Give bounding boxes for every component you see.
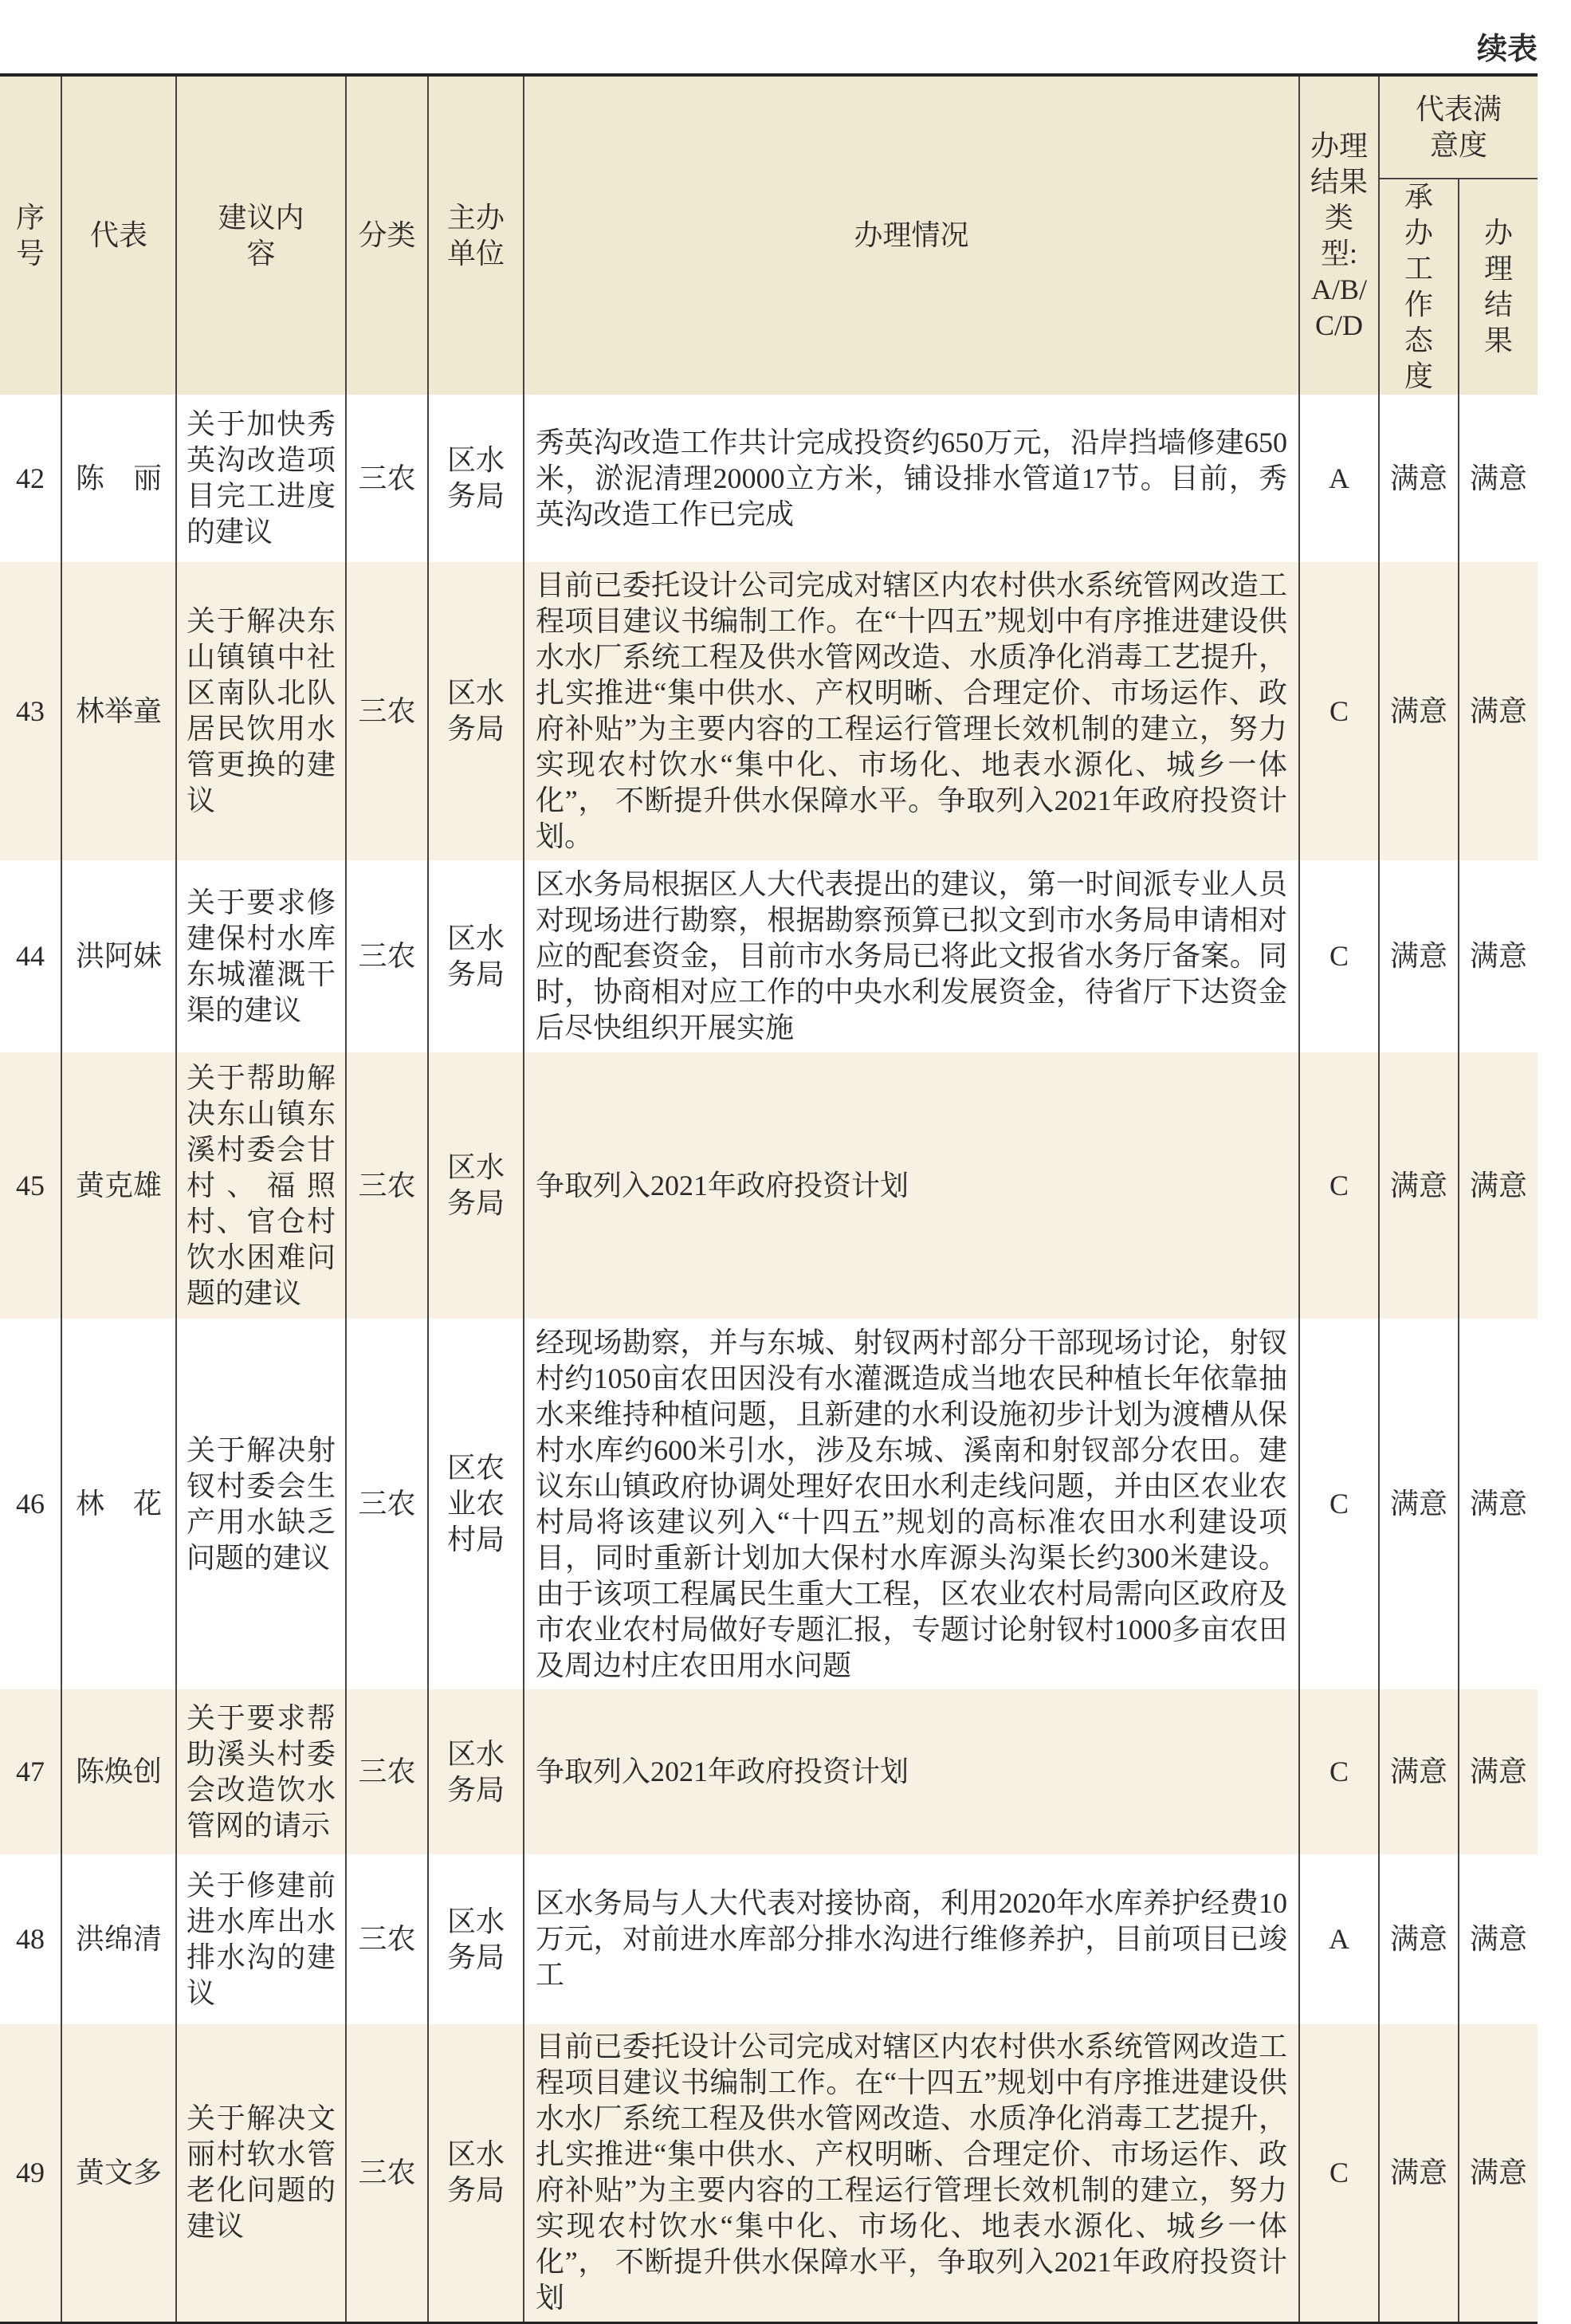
header-category: 分类: [346, 75, 428, 395]
cell-status: 目前已委托设计公司完成对辖区内农村供水系统管网改造工程项目建议书编制工作。在“十四五”规划中有序推进建设供水水厂系统工程及供水管网改造、水质净化消毒工艺提升， 扎实推进“集中供水、产权明晰、合理定价、市场运作、政府补贴”为主要内容的工程运行管理长效机制的建立，努力实现农村饮水“集中化、市场化、地表水源化、城乡一体化”， 不断提升供水保障水平。争取列入2021年政府投资计划。: [524, 562, 1299, 860]
cell-rep: 陈 丽: [61, 395, 176, 562]
cell-attitude: 满意: [1379, 860, 1459, 1052]
header-seq: 序号: [0, 75, 61, 395]
table-row: [0, 562, 1538, 860]
cell-unit: 区水务局: [428, 860, 524, 1052]
table-row: [0, 395, 1538, 562]
table-row: [0, 1854, 1538, 2024]
cell-unit: 区水务局: [428, 1689, 524, 1854]
cell-result-type: C: [1299, 562, 1379, 860]
cell-content: 关于解决文丽村软水管老化问题的建议: [176, 2024, 346, 2322]
table-row: [0, 860, 1538, 1052]
cell-status: 争取列入2021年政府投资计划: [524, 1052, 1299, 1319]
cell-attitude: 满意: [1379, 1689, 1459, 1854]
table-body: [0, 395, 1538, 2322]
cell-result-type: A: [1299, 1854, 1379, 2024]
continued-label: 续表: [1476, 31, 1538, 66]
table-row: [0, 1689, 1538, 1854]
cell-content: 关于要求帮助溪头村委会改造饮水管网的请示: [176, 1689, 346, 1854]
cell-unit: 区水务局: [428, 1854, 524, 2024]
cell-unit: 区水务局: [428, 2024, 524, 2322]
cell-attitude: 满意: [1379, 1854, 1459, 2024]
cell-content: 关于要求修建保村水库东城灌溉干渠的建议: [176, 860, 346, 1052]
cell-attitude: 满意: [1379, 1052, 1459, 1319]
cell-status: 区水务局与人大代表对接协商，利用2020年水库养护经费10万元，对前进水库部分排水沟进行维修养护，目前项目已竣工: [524, 1854, 1299, 2024]
cell-result-type: C: [1299, 860, 1379, 1052]
cell-rep: 林举童: [61, 562, 176, 860]
cell-category: 三农: [346, 1854, 428, 2024]
cell-outcome: 满意: [1459, 860, 1538, 1052]
cell-category: 三农: [346, 860, 428, 1052]
cell-attitude: 满意: [1379, 395, 1459, 562]
header-satisfaction: 代表满意度: [1379, 75, 1538, 179]
cell-seq: 48: [0, 1854, 61, 2024]
cell-result-type: C: [1299, 1319, 1379, 1689]
cell-rep: 陈焕创: [61, 1689, 176, 1854]
header-rep: 代表: [61, 75, 176, 395]
cell-unit: 区水务局: [428, 395, 524, 562]
cell-outcome: 满意: [1459, 395, 1538, 562]
cell-content: 关于加快秀英沟改造项目完工进度的建议: [176, 395, 346, 562]
cell-content: 关于解决东山镇镇中社区南队北队居民饮用水管更换的建议: [176, 562, 346, 860]
header-unit: 主办单位: [428, 75, 524, 395]
cell-result-type: C: [1299, 2024, 1379, 2322]
cell-outcome: 满意: [1459, 562, 1538, 860]
cell-rep: 黄文多: [61, 2024, 176, 2322]
cell-unit: 区水务局: [428, 1052, 524, 1319]
cell-outcome: 满意: [1459, 1854, 1538, 2024]
cell-seq: 45: [0, 1052, 61, 1319]
cell-attitude: 满意: [1379, 2024, 1459, 2322]
cell-status: 目前已委托设计公司完成对辖区内农村供水系统管网改造工程项目建议书编制工作。在“十四五”规划中有序推进建设供水水厂系统工程及供水管网改造、水质净化消毒工艺提升， 扎实推进“集中供水、产权明晰、合理定价、市场运作、政府补贴”为主要内容的工程运行管理长效机制的建立，努力实现农村饮水“集中化、市场化、地表水源化、城乡一体化”， 不断提升供水保障水平，争取列入2021年政府投资计划: [524, 2024, 1299, 2322]
cell-status: 秀英沟改造工作共计完成投资约650万元，沿岸挡墙修建650米，淤泥清理20000立方米，铺设排水管道17节。目前，秀英沟改造工作已完成: [524, 395, 1299, 562]
cell-category: 三农: [346, 395, 428, 562]
table-row: [0, 1052, 1538, 1319]
cell-unit: 区农业农村局: [428, 1319, 524, 1689]
cell-rep: 林 花: [61, 1319, 176, 1689]
cell-result-type: C: [1299, 1689, 1379, 1854]
cell-seq: 42: [0, 395, 61, 562]
cell-outcome: 满意: [1459, 1689, 1538, 1854]
cell-seq: 49: [0, 2024, 61, 2322]
cell-category: 三农: [346, 562, 428, 860]
cell-seq: 47: [0, 1689, 61, 1854]
cell-status: 经现场勘察，并与东城、射钗两村部分干部现场讨论，射钗村约1050亩农田因没有水灌溉造成当地农民种植长年依靠抽水来维持种植问题，且新建的水利设施初步计划为渡槽从保村水库约600米引水，涉及东城、溪南和射钗部分农田。建议东山镇政府协调处理好农田水利走线问题，并由区农业农村局将该建议列入“十四五”规划的高标准农田水利建设项目，同时重新计划加大保村水库源头沟渠长约300米建设。由于该项工程属民生重大工程，区农业农村局需向区政府及市农业农村局做好专题汇报，专题讨论射钗村1000多亩农田及周边村庄农田用水问题: [524, 1319, 1299, 1689]
cell-status: 争取列入2021年政府投资计划: [524, 1689, 1299, 1854]
cell-outcome: 满意: [1459, 1319, 1538, 1689]
cell-rep: 洪阿妹: [61, 860, 176, 1052]
header-content: 建议内容: [176, 75, 346, 395]
cell-content: 关于解决射钗村委会生产用水缺乏问题的建议: [176, 1319, 346, 1689]
cell-category: 三农: [346, 1689, 428, 1854]
cell-category: 三农: [346, 1319, 428, 1689]
header-outcome: 办理结果: [1459, 179, 1538, 395]
cell-outcome: 满意: [1459, 1052, 1538, 1319]
header-result-type: 办理结果类型: A/B/C/D: [1299, 75, 1379, 395]
header-attitude: 承办工作态度: [1379, 179, 1459, 395]
suggestion-table: [0, 73, 1538, 2324]
cell-result-type: A: [1299, 395, 1379, 562]
cell-category: 三农: [346, 1052, 428, 1319]
cell-rep: 黄克雄: [61, 1052, 176, 1319]
cell-seq: 46: [0, 1319, 61, 1689]
cell-category: 三农: [346, 2024, 428, 2322]
cell-attitude: 满意: [1379, 1319, 1459, 1689]
cell-seq: 43: [0, 562, 61, 860]
cell-rep: 洪绵清: [61, 1854, 176, 2024]
cell-result-type: C: [1299, 1052, 1379, 1319]
header-status: 办理情况: [524, 75, 1299, 395]
cell-content: 关于帮助解决东山镇东溪村委会甘村、福照村、官仓村饮水困难问题的建议: [176, 1052, 346, 1319]
table-row: [0, 1319, 1538, 1689]
cell-status: 区水务局根据区人大代表提出的建议，第一时间派专业人员对现场进行勘察，根据勘察预算已拟文到市水务局申请相对应的配套资金，目前市水务局已将此文报省水务厅备案。同时，协商相对应工作的中央水利发展资金，待省厅下达资金后尽快组织开展实施: [524, 860, 1299, 1052]
cell-content: 关于修建前进水库出水排水沟的建议: [176, 1854, 346, 2024]
table-row: [0, 2024, 1538, 2322]
cell-outcome: 满意: [1459, 2024, 1538, 2322]
cell-seq: 44: [0, 860, 61, 1052]
cell-attitude: 满意: [1379, 562, 1459, 860]
cell-unit: 区水务局: [428, 562, 524, 860]
